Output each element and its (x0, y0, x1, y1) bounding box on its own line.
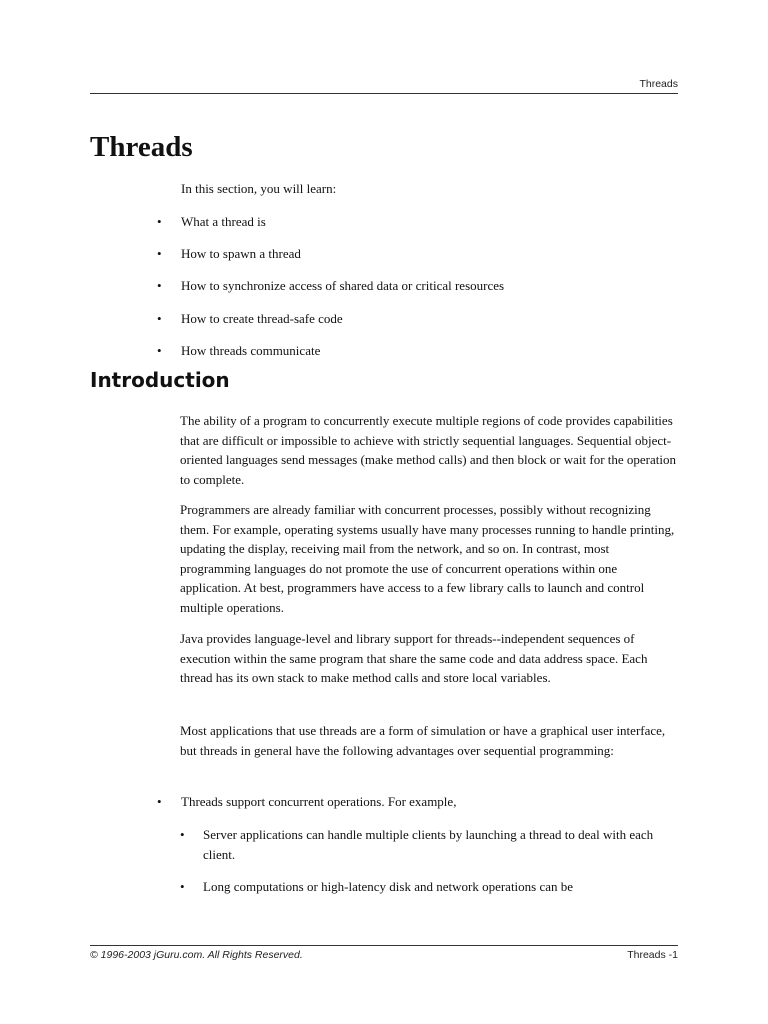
list-item-text: Threads support concurrent operations. For example, (181, 794, 457, 809)
bullet-icon: • (180, 827, 185, 842)
bullet-icon: • (180, 879, 185, 894)
bullet-icon: • (157, 246, 162, 261)
header-rule (90, 93, 678, 94)
list-item-text: How to create thread-safe code (181, 311, 343, 326)
paragraph: Programmers are already familiar with concurrent processes, possibly without recognizing them. For example, operating systems usually have many processes running to handle printing, updating the display, receiving mail from the network, and so on. In contrast, most programming languages do not promote the use of concurrent operations within one application. At best, programmers have access to a few library calls to launch and control multiple operations. (180, 502, 675, 615)
list-item-text: How to synchronize access of shared data or critical resources (181, 278, 505, 293)
bullet-icon: • (157, 343, 162, 358)
list-item-text: How to spawn a thread (181, 246, 301, 261)
bullet-icon: • (157, 311, 162, 326)
list-item-text: What a thread is (181, 214, 266, 229)
paragraph: The ability of a program to concurrently execute multiple regions of code provides capabilities that are difficult or impossible to achieve with strictly sequential languages. Sequential object-oriented languages send messages (make method calls) and then block or wait for the operation to complete. (180, 413, 677, 487)
list-item-text: How threads communicate (181, 343, 321, 358)
footer-page-number: Threads -1 (627, 949, 678, 961)
paragraph: Most applications that use threads are a form of simulation or have a graphical user interface, but threads in general have the following advantages over sequential programming: (180, 723, 666, 758)
bullet-icon: • (157, 794, 162, 809)
bullet-icon: • (157, 278, 162, 293)
sub-list-item-text: Server applications can handle multiple clients by launching a thread to deal with each client. (203, 827, 654, 862)
sub-list-item-text: Long computations or high-latency disk and network operations can be (203, 879, 574, 894)
running-header: Threads (639, 78, 678, 90)
section-heading: Introduction (90, 368, 230, 392)
intro-lead: In this section, you will learn: (181, 181, 337, 196)
footer-rule (90, 945, 678, 946)
page-title: Threads (90, 131, 193, 163)
paragraph: Java provides language-level and library support for threads--independent sequences of execution within the same program that share the same code and data address space. Each thread has its own stack to make method calls and store local variables. (180, 631, 648, 686)
bullet-icon: • (157, 214, 162, 229)
footer-copyright: © 1996-2003 jGuru.com. All Rights Reserved. (90, 949, 303, 961)
